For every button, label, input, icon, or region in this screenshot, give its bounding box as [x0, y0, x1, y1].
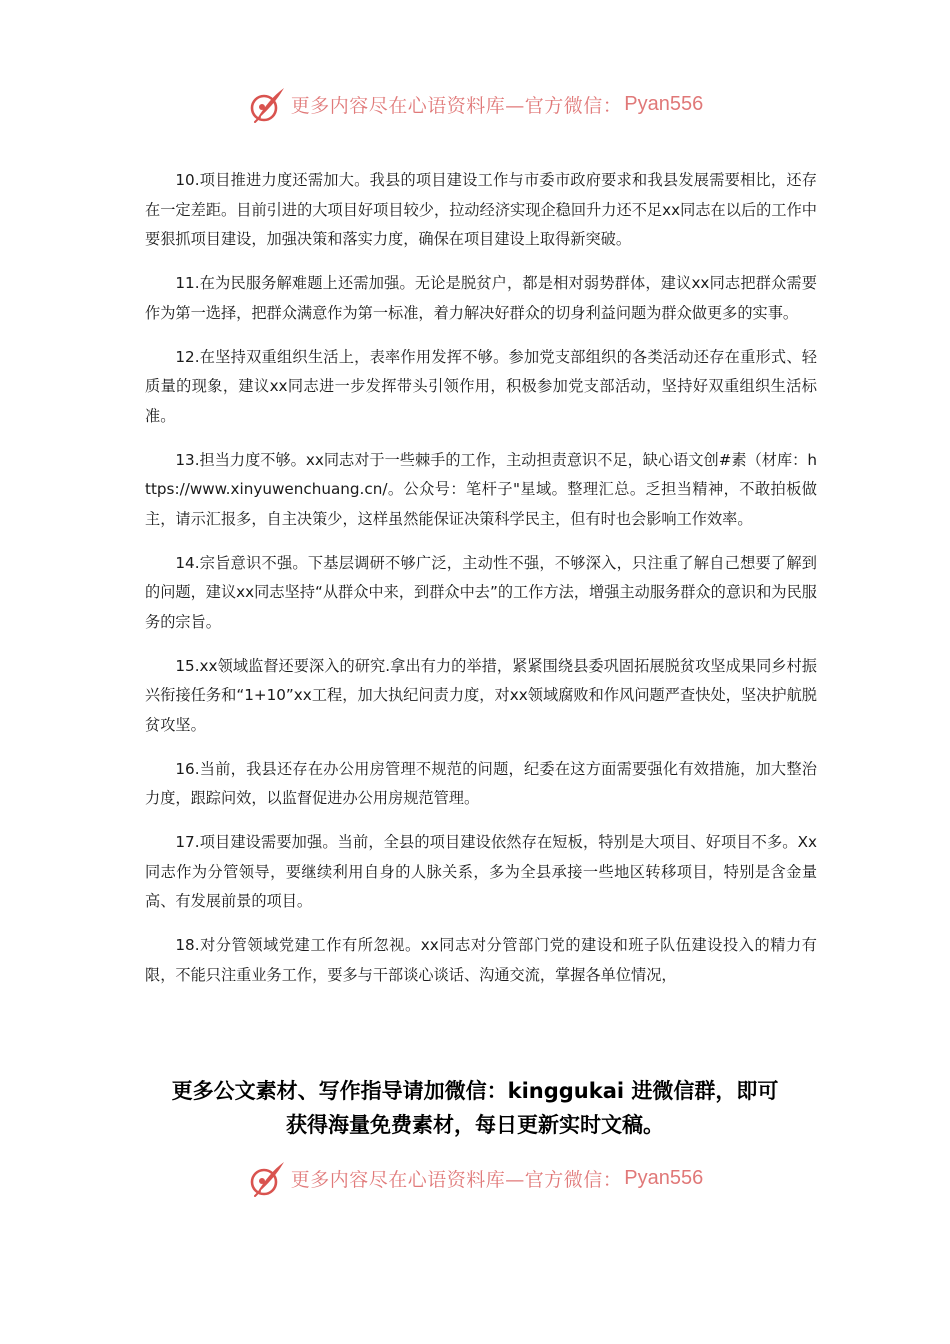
- footer-banner-text: 更多内容尽在心语资料库—官方微信：: [290, 1168, 623, 1191]
- paragraph-16: 16.当前，我县还存在办公用房管理不规范的问题，纪委在这方面需要强化有效措施，加大整治力度，跟踪问效，以监督促进办公用房规范管理。: [145, 759, 817, 807]
- paragraph-15: 15.xx领域监督还要深入的研究.拿出有力的举措，紧紧围绕县委巩固拓展脱贫攻坚成果同乡村振兴衔接任务和“1+10”xx工程，加大执纪问责力度，对xx领域腐败和作风问题严查快处，坚决护航脱贫攻坚。: [145, 656, 817, 734]
- promo-line-1: 更多公文素材、写作指导请加微信：kinggukai 进微信群，即可: [171, 1079, 779, 1103]
- banner-text: 更多内容尽在心语资料库—官方微信：: [290, 94, 623, 117]
- promo-line-2: 获得海量免费素材，每日更新实时文稿。: [286, 1113, 664, 1137]
- paragraph-10: 10.项目推进力度还需加大。我县的项目建设工作与市委市政府要求和我县发展需要相比，还存在一定差距。目前引进的大项目好项目较少，拉动经济实现企稳回升力还不足xx同志在以后的工作中要狠抓项目建设，加强决策和落实力度，确保在项目建设上取得新突破。: [145, 171, 817, 248]
- document-body: [145, 166, 817, 1005]
- header-banner: [0, 82, 950, 126]
- quill-logo-icon: [247, 84, 287, 124]
- footer-banner-inner: [247, 1158, 703, 1198]
- paragraph-11: 11.在为民服务解难题上还需加强。无论是脱贫户，都是相对弱势群体，建议xx同志把群众需要作为第一选择，把群众满意作为第一标准，着力解决好群众的切身利益问题为群众做更多的实事。: [145, 274, 817, 322]
- quill-logo-icon: [247, 1158, 287, 1198]
- banner-wechat-id: Pyan556: [624, 92, 704, 115]
- paragraph-17: 17.项目建设需要加强。当前，全县的项目建设依然存在短板，特别是大项目、好项目不多。Xx同志作为分管领导，要继续利用自身的人脉关系，多为全县承接一些地区转移项目，特别是含金量高、有发展前景的项目。: [145, 833, 817, 910]
- paragraph-18: 18.对分管领域党建工作有所忽视。xx同志对分管部门党的建设和班子队伍建设投入的精力有限，不能只注重业务工作，要多与干部谈心谈话、沟通交流，掌握各单位情况，: [145, 936, 817, 984]
- footer-banner-wechat-id: Pyan556: [624, 1166, 704, 1189]
- promo-block: [120, 1074, 830, 1142]
- paragraph-12: 12.在坚持双重组织生活上，表率作用发挥不够。参加党支部组织的各类活动还存在重形式、轻质量的现象，建议xx同志进一步发挥带头引领作用，积极参加党支部活动，坚持好双重组织生活标准。: [145, 347, 817, 425]
- paragraph-14: 14.宗旨意识不强。下基层调研不够广泛，主动性不强，不够深入，只注重了解自己想要了解到的问题，建议xx同志坚持“从群众中来，到群众中去”的工作方法，增强主动服务群众的意识和为民服务的宗旨。: [145, 553, 817, 631]
- banner-inner: [247, 84, 703, 124]
- paragraph-13: 13.担当力度不够。xx同志对于一些棘手的工作，主动担责意识不足，缺心语文创#素（材库：https://www.xinyuwenchuang.cn/。公众号：笔杆子"星域。整理汇总。乏担当精神，不敢拍板做主，请示汇报多，自主决策少，这样虽然能保证决策科学民主，但有时也会影响工作效率。: [145, 450, 817, 528]
- footer-banner: [0, 1156, 950, 1200]
